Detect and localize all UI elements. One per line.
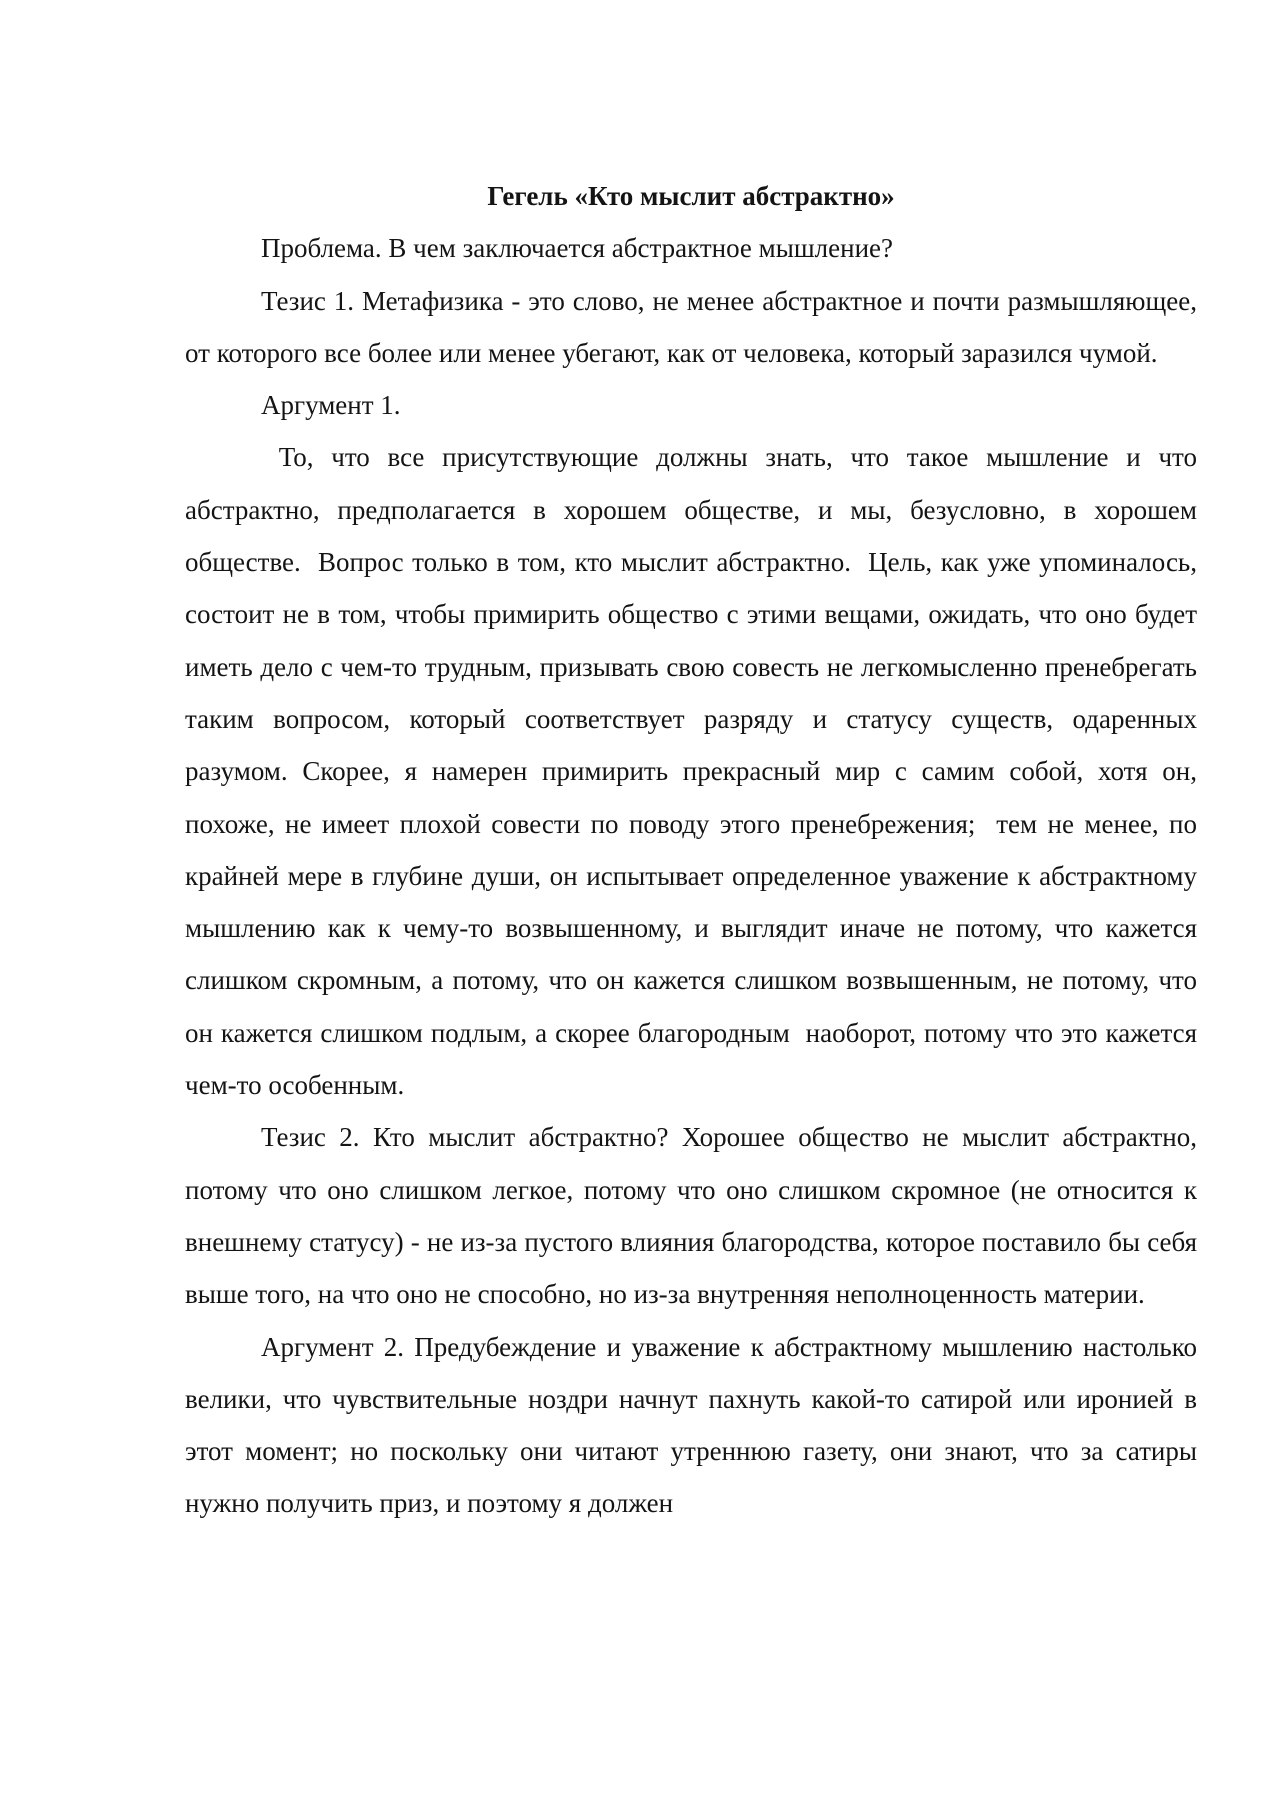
paragraph-problem: Проблема. В чем заключается абстрактное мышление?	[261, 233, 894, 264]
paragraph-thesis-1: Тезис 1. Метафизика - это слово, не менее абстрактное и почти размышляющее, от которого все более или менее убегают, как от человека, который заразился чумой.	[185, 285, 1197, 368]
paragraph-argument-1-heading: Аргумент 1.	[261, 390, 401, 421]
paragraph-thesis-2: Тезис 2. Кто мыслит абстрактно? Хорошее общество не мыслит абстрактно, потому что оно слишком легкое, потому что оно слишком скромное (не относится к внешнему статусу) - не из-за пустого влияния благородства, которое поставило бы себя выше того, на что оно не способно, но из-за внутренняя неполноценность материи.	[185, 1122, 1197, 1310]
document-title: Гегель «Кто мыслит абстрактно»	[487, 181, 895, 211]
paragraph-argument-2: Аргумент 2. Предубеждение и уважение к абстрактному мышлению настолько велики, что чувствительные ноздри начнут пахнуть какой-то сатирой или иронией в этот момент; но поскольку они читают утреннюю газету, они знают, что за сатиры нужно получить приз, и поэтому я должен	[185, 1331, 1197, 1519]
paragraph-argument-1-body: То, что все присутствующие должны знать, что такое мышление и что абстрактно, предполагается в хорошем обществе, и мы, безусловно, в хорошем обществе. Вопрос только в том, кто мыслит абстрактно. Цель, как уже упоминалось, состоит не в том, чтобы примирить общество с этими вещами, ожидать, что оно будет иметь дело с чем-то трудным, призывать свою совесть не легкомысленно пренебрегать таким вопросом, который соответствует разряду и статусу существ, одаренных разумом. Скорее, я намерен примирить прекрасный мир с самим собой, хотя он, похоже, не имеет плохой совести по поводу этого пренебрежения; тем не менее, по крайней мере в глубине души, он испытывает определенное уважение к абстрактному мышлению как к чему-то возвышенному, и выглядит иначе не потому, что кажется слишком скромным, а потому, что он кажется слишком возвышенным, не потому, что он кажется слишком подлым, а скорее благородным наоборот, потому что это кажется чем-то особенным.	[185, 442, 1204, 1101]
document-body	[185, 170, 1204, 1530]
